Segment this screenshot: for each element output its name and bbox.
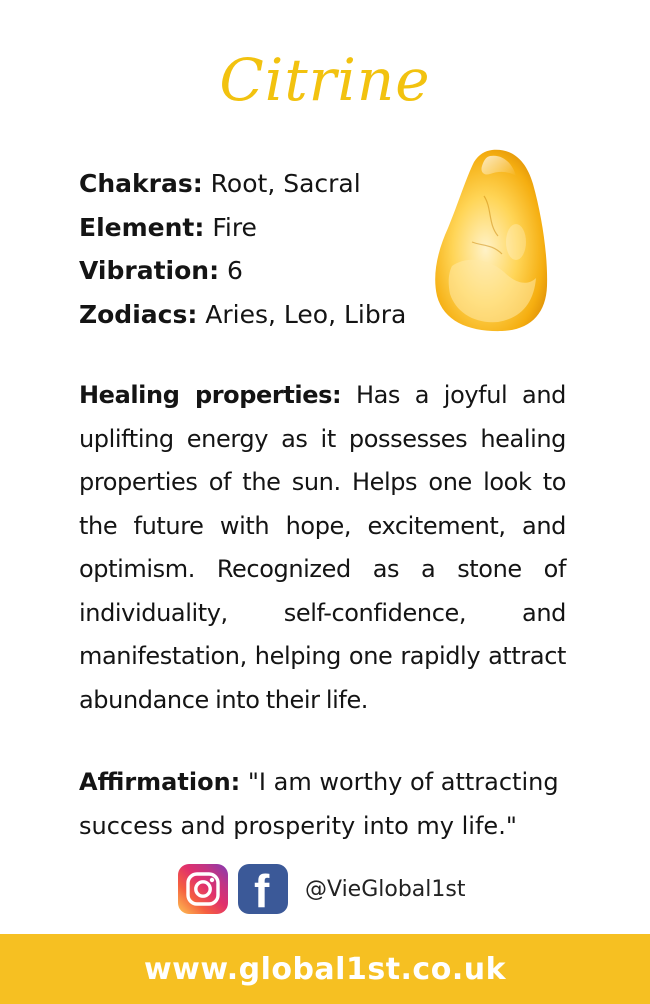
healing-text: Has a joyful and uplifting energy as it possesses healing properties of the sun. Helps one look to the future with hope, excitement, and optimism. Recognized as a stone of individuality, self-confidence, and manifestation, helping one rapidly attract abundance into their life. [79,381,566,714]
healing-label: Healing properties: [79,381,342,409]
affirmation-label: Affirmation: [79,768,241,796]
healing-properties [79,374,566,722]
instagram-icon[interactable] [178,864,228,914]
instagram-glyph-icon [178,864,228,914]
property-value: Fire [212,212,257,242]
property-value: Aries, Leo, Libra [205,299,407,329]
footer-banner [0,934,650,1004]
properties-list [79,162,406,336]
affirmation-text: "I am worthy of attracting success and prosperity into my life." [79,768,559,840]
property-label: Zodiacs: [79,299,198,329]
social-links [178,863,465,915]
card-title: Citrine [219,46,431,114]
property-chakras [79,162,406,206]
facebook-icon[interactable] [238,864,288,917]
property-element [79,206,406,250]
property-label: Element: [79,212,205,242]
website-link[interactable]: www.global1st.co.uk [143,951,507,987]
property-label: Vibration: [79,256,220,285]
property-zodiacs [79,293,406,337]
social-handle[interactable]: @VieGlobal1st [305,876,466,902]
property-value: Root, Sacral [210,169,361,198]
facebook-glyph: f [254,865,270,917]
affirmation [79,761,566,848]
citrine-stone-image [432,146,550,332]
property-vibration [79,249,406,293]
property-label: Chakras: [79,169,203,198]
property-value: 6 [227,256,243,285]
